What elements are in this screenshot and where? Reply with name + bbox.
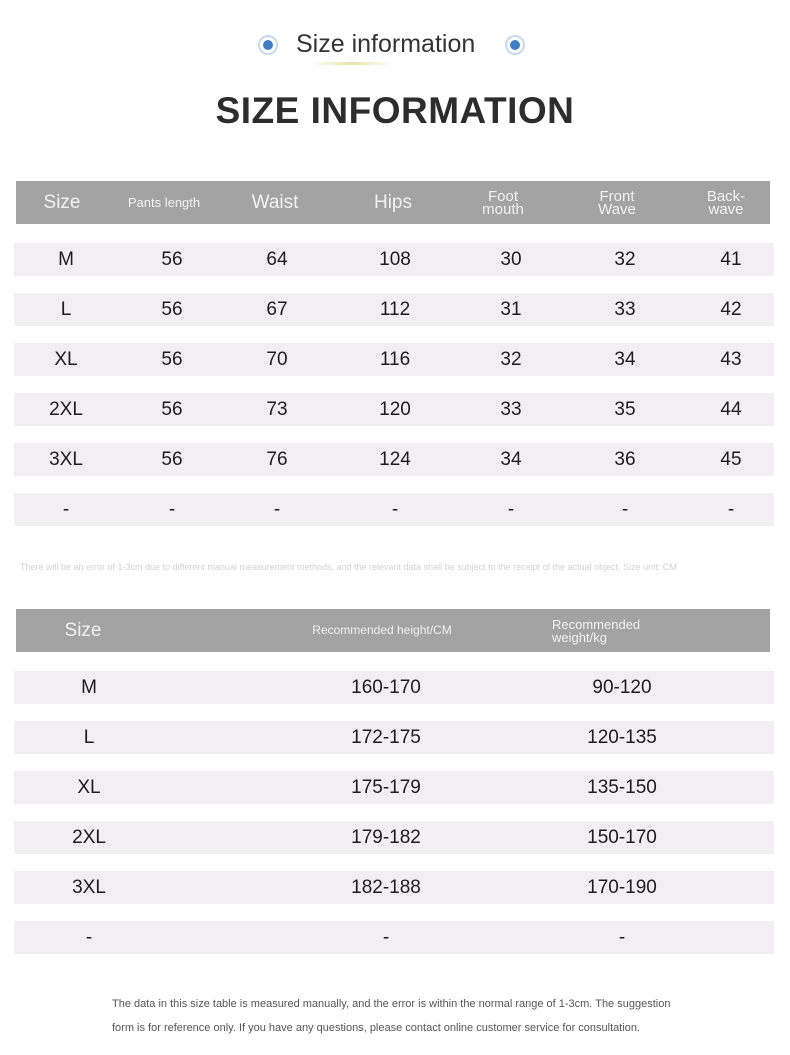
table-cell: 172-175	[351, 726, 421, 748]
table-cell: 36	[614, 448, 636, 470]
bullet-dot-icon	[258, 35, 278, 55]
table-cell: 34	[614, 348, 636, 370]
table-cell: M	[58, 248, 74, 270]
table-cell: 2XL	[49, 398, 83, 420]
table-cell: L	[60, 298, 72, 320]
table-cell: 43	[720, 348, 742, 370]
table-row	[14, 771, 774, 804]
table-cell: M	[81, 676, 97, 698]
table-cell: 31	[500, 298, 522, 320]
measurement-table-header	[16, 181, 770, 224]
table-cell: 35	[614, 398, 636, 420]
heading-underline	[312, 62, 392, 65]
table-cell: 41	[720, 248, 742, 270]
section-heading-label: Size information	[296, 30, 476, 58]
table-cell: 56	[161, 248, 183, 270]
table-cell: XL	[77, 776, 101, 798]
table-cell: 124	[379, 448, 411, 470]
table-cell: -	[507, 498, 515, 520]
table-cell: 34	[500, 448, 522, 470]
table-cell: 2XL	[72, 826, 106, 848]
table-cell: 182-188	[351, 876, 421, 898]
table-row	[14, 921, 774, 954]
header-cell-foot-mouth: Foot mouth	[482, 187, 524, 218]
table-row	[14, 343, 774, 376]
table-cell: -	[391, 498, 399, 520]
table-row	[14, 493, 774, 526]
table-cell: 32	[614, 248, 636, 270]
table-cell: -	[62, 498, 70, 520]
table-cell: -	[85, 926, 93, 948]
table-row	[14, 293, 774, 326]
table-cell: 32	[500, 348, 522, 370]
section-heading	[0, 28, 790, 62]
table-cell: 90-120	[592, 676, 652, 698]
measurement-disclaimer: There will be an error of 1-3cm due to different manual measurement methods, and the relevant data shall be subject to the receipt of the actual object. Size unit: CM	[20, 562, 677, 572]
table-cell: 120	[379, 398, 411, 420]
table-cell: -	[273, 498, 281, 520]
header-cell-recommended-height: Recommended height/CM	[312, 623, 452, 637]
table-row	[14, 393, 774, 426]
table-cell: 33	[614, 298, 636, 320]
header-cell-pants-length: Pants length	[127, 195, 201, 210]
table-cell: 44	[720, 398, 742, 420]
page-title: SIZE INFORMATION	[215, 90, 575, 131]
table-cell: 76	[266, 448, 288, 470]
header-cell-front-wave: Front Wave	[598, 187, 636, 218]
table-cell: -	[618, 926, 626, 948]
table-cell: 179-182	[351, 826, 421, 848]
table-row	[14, 671, 774, 704]
table-cell: -	[621, 498, 629, 520]
table-cell: L	[83, 726, 95, 748]
table-cell: 64	[266, 248, 288, 270]
table-cell: 42	[720, 298, 742, 320]
table-cell: -	[382, 926, 390, 948]
table-cell: 73	[266, 398, 288, 420]
table-cell: 56	[161, 348, 183, 370]
table-cell: 116	[379, 348, 411, 370]
table-row	[14, 243, 774, 276]
recommendation-table-header	[16, 609, 770, 652]
table-cell: 56	[161, 448, 183, 470]
table-cell: 56	[161, 398, 183, 420]
table-cell: 108	[379, 248, 411, 270]
table-cell: -	[168, 498, 176, 520]
table-cell: -	[727, 498, 735, 520]
table-cell: 3XL	[72, 876, 106, 898]
table-cell: XL	[54, 348, 78, 370]
table-cell: 170-190	[587, 876, 657, 898]
table-row	[14, 871, 774, 904]
header-cell-waist: Waist	[251, 192, 299, 213]
header-cell-size: Size	[64, 620, 102, 641]
table-cell: 33	[500, 398, 522, 420]
table-row	[14, 443, 774, 476]
table-row	[14, 821, 774, 854]
table-cell: 45	[720, 448, 742, 470]
header-cell-recommended-weight: Recommended weight/kg	[552, 616, 641, 645]
table-cell: 120-135	[587, 726, 657, 748]
table-cell: 150-170	[587, 826, 657, 848]
table-cell: 70	[266, 348, 288, 370]
bullet-dot-icon	[505, 35, 525, 55]
table-row	[14, 721, 774, 754]
header-cell-size: Size	[43, 192, 81, 213]
table-cell: 135-150	[587, 776, 657, 798]
table-cell: 30	[500, 248, 522, 270]
table-cell: 175-179	[351, 776, 421, 798]
table-cell: 112	[379, 298, 411, 320]
table-cell: 56	[161, 298, 183, 320]
table-cell: 160-170	[351, 676, 421, 698]
table-cell: 67	[266, 298, 288, 320]
header-cell-back-wave: Back-wave	[706, 187, 746, 218]
footer-note: The data in this size table is measured manually, and the error is within the normal range of 1-3cm. The suggestion form is for reference only. If you have any questions, please contact online customer service for consultation.	[112, 998, 671, 1034]
table-cell: 3XL	[49, 448, 83, 470]
header-cell-hips: Hips	[373, 192, 412, 213]
